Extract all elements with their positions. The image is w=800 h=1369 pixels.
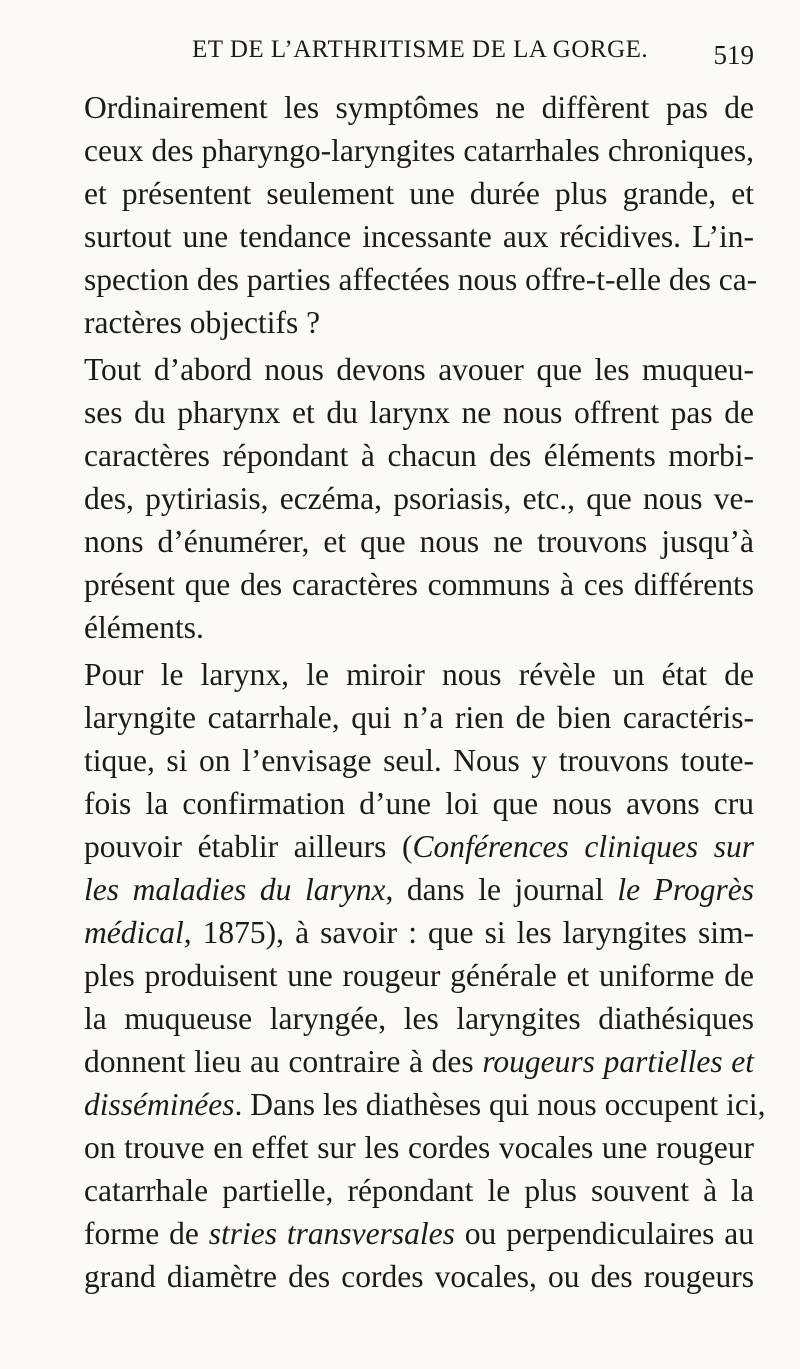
- italic-citation: Conférences cliniques sur: [412, 829, 755, 864]
- text-run: donnent lieu au contraire à des: [84, 1044, 483, 1079]
- italic-citation: les maladies du larynx: [84, 872, 386, 907]
- text-line: laryngite catarrhale, qui n’a rien de bien caractéris-: [84, 700, 754, 735]
- text-line: ples produisent une rougeur générale et uniforme de: [84, 958, 754, 993]
- text-line: [52, 1040, 754, 1083]
- text-line: [52, 1083, 766, 1126]
- text-line: [52, 825, 754, 868]
- text-line: tique, si on l’envisage seul. Nous y trouvons toute-: [84, 743, 754, 778]
- text-line: on trouve en effet sur les cordes vocales une rougeur: [84, 1130, 754, 1165]
- text-line: éléments.: [84, 610, 204, 645]
- text-line: grand diamètre des cordes vocales, ou des rougeurs: [84, 1259, 754, 1294]
- text-line: et présentent seulement une durée plus grande, et: [84, 176, 754, 211]
- running-head: [52, 36, 754, 76]
- italic-journal: médical: [84, 915, 184, 950]
- text-line: la muqueuse laryngée, les laryngites diathésiques: [84, 1001, 754, 1036]
- italic-emphasis: disséminées: [84, 1087, 235, 1122]
- text-line: présent que des caractères communs à ces différents: [84, 567, 754, 602]
- text-line: Ordinairement les symptômes ne diffèrent pas de: [84, 90, 754, 125]
- text-line: [52, 868, 754, 911]
- paragraph-1: [52, 86, 758, 344]
- running-title: ET DE L’ARTHRITISME DE LA GORGE.: [192, 36, 649, 63]
- text-line: des, pytiriasis, eczéma, psoriasis, etc., que nous ve-: [84, 481, 754, 516]
- text-line: spection des parties affectées nous offre-t-elle des ca-: [84, 262, 758, 297]
- text-line: ceux des pharyngo-laryngites catarrhales chroniques,: [84, 133, 754, 168]
- body-text: [52, 86, 766, 1298]
- text-line: [52, 911, 754, 954]
- text-run: , dans le journal: [385, 872, 618, 907]
- text-line: ses du pharynx et du larynx ne nous offrent pas de: [84, 395, 754, 430]
- text-line: fois la confirmation d’une loi que nous avons cru: [84, 786, 754, 821]
- text-run: ou perpendiculaires au: [454, 1216, 754, 1251]
- text-line: [52, 1212, 754, 1255]
- text-run: forme de: [84, 1216, 209, 1251]
- text-line: surtout une tendance incessante aux récidives. L’in-: [84, 219, 754, 254]
- text-line: catarrhale partielle, répondant le plus souvent à la: [84, 1173, 754, 1208]
- italic-emphasis: rougeurs partielles et: [482, 1044, 754, 1079]
- text-line: caractères répondant à chacun des éléments morbi-: [84, 438, 754, 473]
- text-line: Pour le larynx, le miroir nous révèle un état de: [84, 657, 754, 692]
- paragraph-3: [52, 653, 766, 1298]
- page-number: 519: [713, 40, 754, 70]
- text-line: ractères objectifs ?: [84, 305, 321, 340]
- text-line: nons d’énumérer, et que nous ne trouvons jusqu’à: [84, 524, 754, 559]
- text-run: , 1875), à savoir : que si les laryngites sim-: [183, 915, 754, 950]
- text-run: . Dans les diathèses qui nous occupent ici,: [234, 1087, 766, 1122]
- text-line: Tout d’abord nous devons avouer que les muqueu-: [84, 352, 754, 387]
- italic-emphasis: stries transversales: [208, 1216, 455, 1251]
- paragraph-2: [52, 348, 754, 649]
- italic-journal: le Progrès: [617, 872, 755, 907]
- text-run: pouvoir établir ailleurs (: [84, 829, 413, 864]
